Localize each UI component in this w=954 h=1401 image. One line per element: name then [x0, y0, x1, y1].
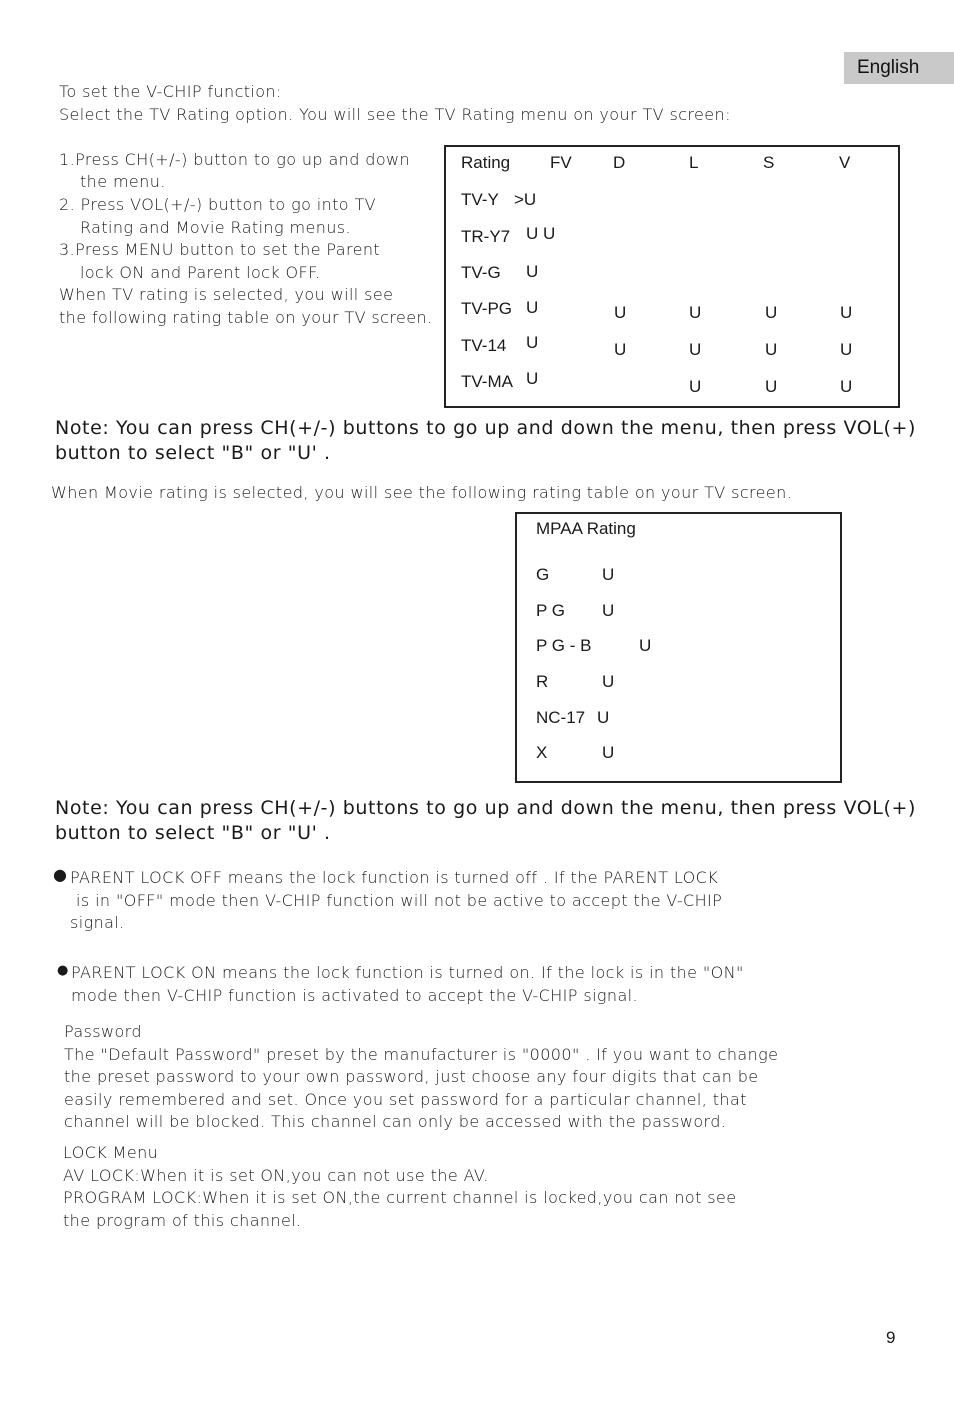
bullet-icon: ● — [53, 865, 67, 884]
tv-cell-value: U — [840, 377, 853, 396]
tv-header-rating: Rating — [461, 153, 511, 172]
mpaa-row-label: G — [536, 565, 550, 584]
mpaa-rating-table — [515, 512, 842, 783]
mpaa-cell-value: U — [602, 565, 615, 584]
parent-lock-off-line-2: is in "OFF" mode then V-CHIP function will not be active to accept the V-CHIP — [76, 891, 723, 910]
tv-cell-value: U — [765, 340, 778, 359]
page-number: 9 — [886, 1328, 896, 1347]
intro-line-1: To set the V-CHIP function: — [59, 82, 282, 101]
tv-row-label: TV-MA — [461, 372, 513, 391]
tv-row-label: TV-PG — [461, 299, 513, 318]
note-1-line-2: button to select "B" or "U' . — [55, 442, 331, 464]
intro-line-2: Select the TV Rating option. You will see the TV Rating menu on your TV screen: — [59, 105, 731, 124]
tv-header-fv: FV — [550, 153, 572, 172]
parent-lock-off-line-3: signal. — [70, 913, 125, 932]
note-2-line-2: button to select "B" or "U' . — [55, 822, 331, 844]
tv-rating-table — [444, 145, 900, 408]
tv-cell-value: U — [526, 262, 539, 281]
language-tab: English — [844, 52, 954, 84]
tv-cell-value: U — [526, 369, 539, 388]
mpaa-row-label: NC-17 — [536, 708, 586, 727]
parent-lock-on-line-2: mode then V-CHIP function is activated to accept the V-CHIP signal. — [71, 986, 638, 1005]
tv-cell-value: U — [689, 340, 702, 359]
lock-menu-line-3: the program of this channel. — [63, 1211, 302, 1230]
lock-menu-heading: LOCK Menu — [63, 1143, 159, 1162]
password-line-4: channel will be blocked. This channel can only be accessed with the password. — [64, 1112, 727, 1131]
mpaa-cell-value: U — [597, 708, 610, 727]
step-1-cont: the menu. — [80, 172, 166, 191]
lock-menu-line-2: PROGRAM LOCK:When it is set ON,the current channel is locked,you can not see — [63, 1188, 737, 1207]
tv-rating-intro-1: When TV rating is selected, you will see — [59, 285, 394, 304]
note-1-line-1: Note: You can press CH(+/-) buttons to go up and down the menu, then press VOL(+) — [55, 417, 917, 439]
mpaa-row-label: P G - B — [536, 636, 592, 655]
movie-rating-intro: When Movie rating is selected, you will see the following rating table on your TV screen. — [51, 483, 793, 502]
tv-cell-value: U — [765, 303, 778, 322]
tv-row-label: TV-Y — [461, 190, 499, 209]
parent-lock-on-line-1: PARENT LOCK ON means the lock function is turned on. If the lock is in the "ON" — [71, 963, 744, 982]
bullet-icon: ● — [57, 963, 69, 978]
step-3-cont: lock ON and Parent lock OFF. — [80, 263, 321, 282]
parent-lock-off-line-1: PARENT LOCK OFF means the lock function is turned off . If the PARENT LOCK — [70, 868, 719, 887]
mpaa-row-label: X — [536, 743, 548, 762]
step-2-cont: Rating and Movie Rating menus. — [80, 218, 351, 237]
mpaa-cell-value: U — [602, 672, 615, 691]
password-heading: Password — [64, 1022, 142, 1041]
tv-cell-value: U — [689, 303, 702, 322]
mpaa-cell-value: U — [602, 601, 615, 620]
note-2-line-1: Note: You can press CH(+/-) buttons to go up and down the menu, then press VOL(+) — [55, 797, 917, 819]
tv-row-label: TR-Y7 — [461, 227, 511, 246]
mpaa-cell-value: U — [602, 743, 615, 762]
tv-cell-value: U — [840, 340, 853, 359]
tv-header-d: D — [613, 153, 626, 172]
mpaa-cell-value: U — [639, 636, 652, 655]
mpaa-title: MPAA Rating — [536, 519, 636, 538]
lock-menu-line-1: AV LOCK:When it is set ON,you can not use the AV. — [63, 1166, 489, 1185]
tv-cell-value: U — [765, 377, 778, 396]
tv-cell-value: U — [526, 298, 539, 317]
tv-cell-value: U — [614, 303, 627, 322]
tv-header-l: L — [689, 153, 699, 172]
password-line-1: The "Default Password" preset by the manufacturer is "0000" . If you want to change — [64, 1045, 779, 1064]
tv-cell-value: U — [614, 340, 627, 359]
password-line-3: easily remembered and set. Once you set password for a particular channel, that — [64, 1090, 747, 1109]
tv-cell-value: U — [840, 303, 853, 322]
tv-row-label: TV-14 — [461, 336, 507, 355]
step-1: 1.Press CH(+/-) button to go up and down — [59, 150, 411, 169]
tv-cell-value: U U — [526, 224, 556, 243]
tv-header-s: S — [763, 153, 775, 172]
tv-cell-value: >U — [514, 190, 537, 209]
tv-header-v: V — [839, 153, 851, 172]
tv-rating-intro-2: the following rating table on your TV screen. — [59, 308, 433, 327]
tv-cell-value: U — [526, 333, 539, 352]
step-2: 2. Press VOL(+/-) button to go into TV — [59, 195, 376, 214]
step-3: 3.Press MENU button to set the Parent — [59, 240, 381, 259]
tv-cell-value: U — [689, 377, 702, 396]
password-line-2: the preset password to your own password, just choose any four digits that can be — [64, 1067, 759, 1086]
tv-row-label: TV-G — [461, 263, 501, 282]
mpaa-row-label: P G — [536, 601, 565, 620]
mpaa-row-label: R — [536, 672, 549, 691]
